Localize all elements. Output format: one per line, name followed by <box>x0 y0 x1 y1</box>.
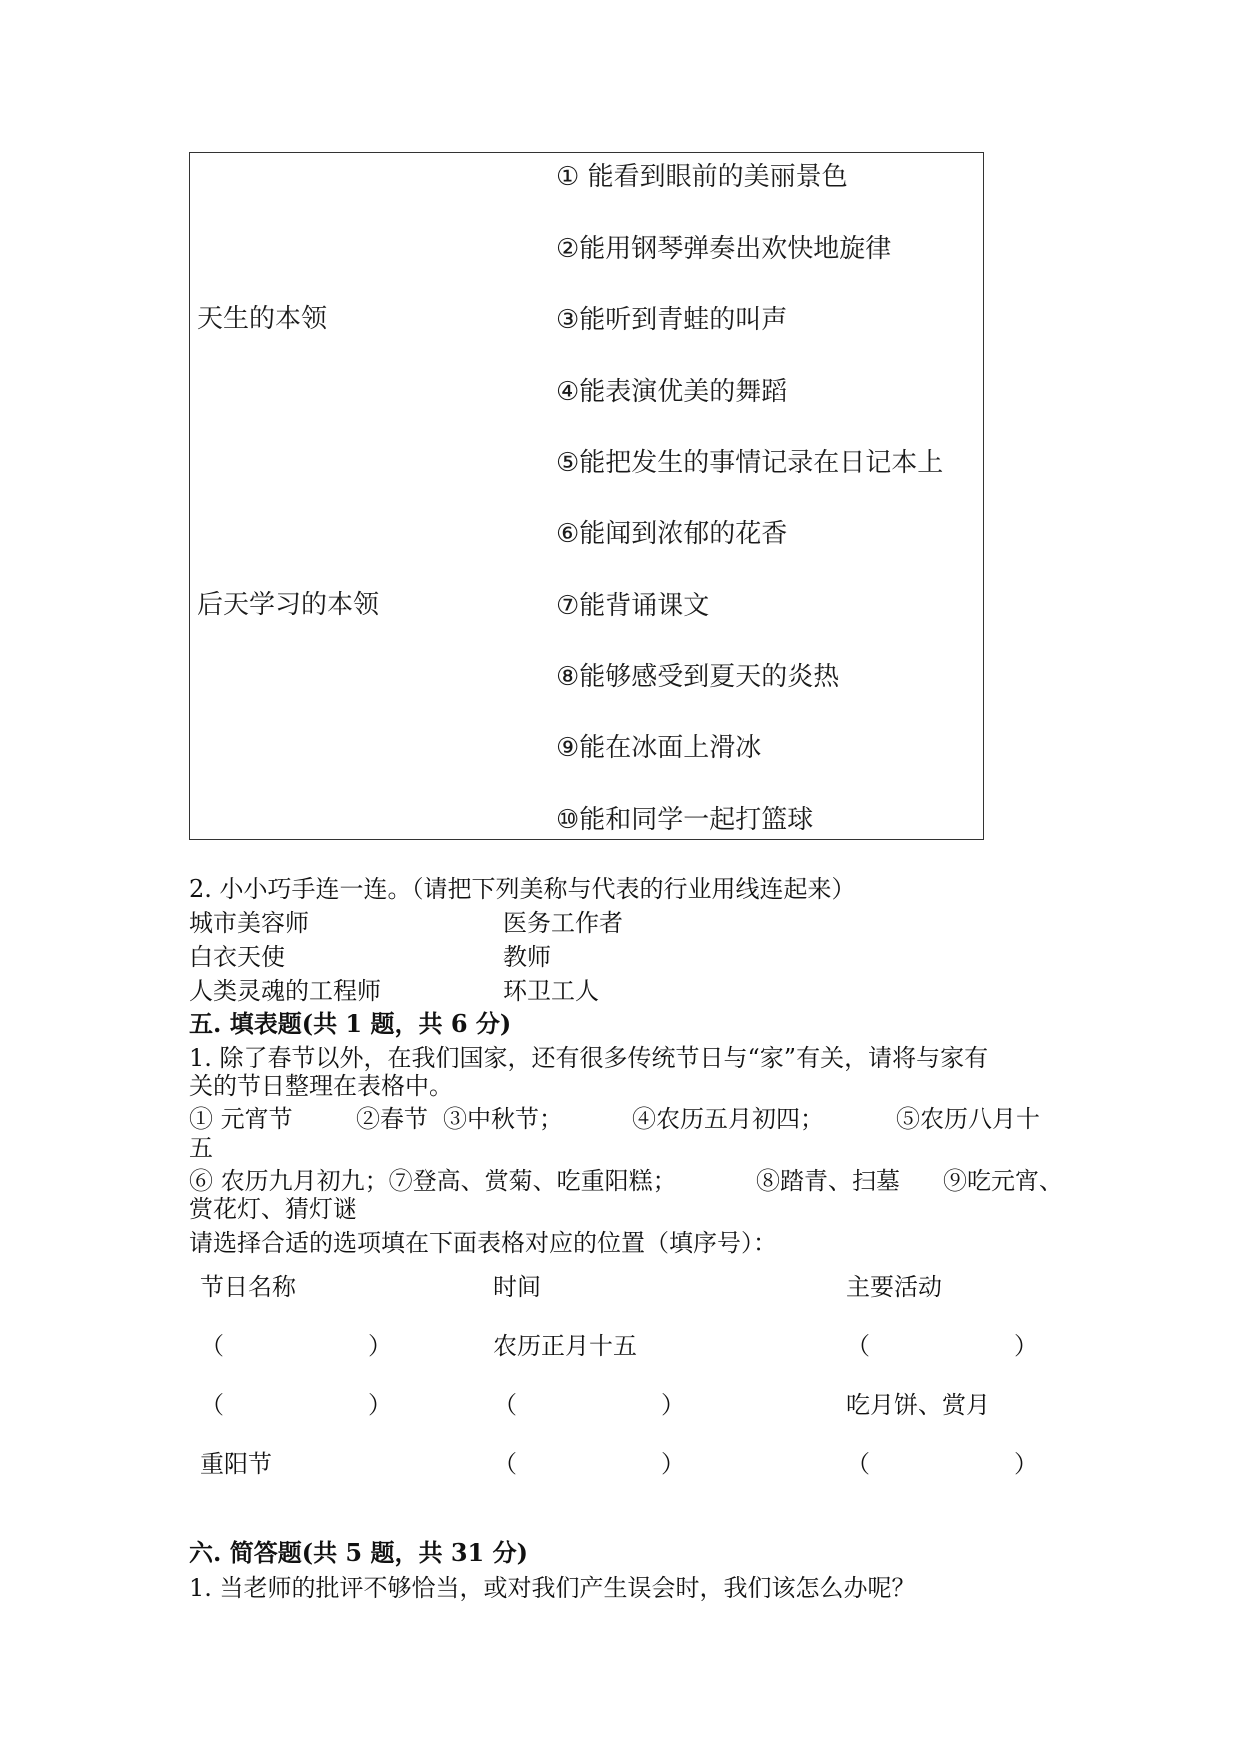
table-header-activity: 主要活动 <box>846 1273 942 1301</box>
option-5-wrap: 五 <box>189 1134 213 1162</box>
right-item-5: ⑤能把发生的事情记录在日记本上 <box>556 448 944 478</box>
left-item-learned: 后天学习的本领 <box>197 590 380 620</box>
q2-left-1: 城市美容师 <box>189 909 309 937</box>
table-cell-r1c2: 农历正月十五 <box>493 1332 637 1360</box>
table-cell-r1c1[interactable]: （ ） <box>200 1332 392 1360</box>
right-item-4: ④能表演优美的舞蹈 <box>556 377 788 407</box>
table-header-time: 时间 <box>493 1273 541 1301</box>
table-cell-r2c1[interactable]: （ ） <box>200 1391 392 1419</box>
option-3: ③中秋节； <box>443 1105 563 1133</box>
table-header-name: 节日名称 <box>200 1273 296 1301</box>
right-item-6: ⑥能闻到浓郁的花香 <box>556 519 788 549</box>
q2-right-3: 环卫工人 <box>503 977 599 1005</box>
option-1: ① 元宵节 <box>189 1105 293 1133</box>
q2-title: 2. 小小巧手连一连。（请把下列美称与代表的行业用线连起来） <box>189 875 856 903</box>
table-cell-r3c3[interactable]: （ ） <box>846 1450 1038 1478</box>
right-item-2: ②能用钢琴弹奏出欢快地旋律 <box>556 234 892 264</box>
option-8: ⑧踏青、扫墓 <box>756 1167 900 1195</box>
option-2: ②春节 <box>356 1105 428 1133</box>
s6-q1: 1. 当老师的批评不够恰当，或对我们产生误会时，我们该怎么办呢？ <box>189 1574 916 1602</box>
table-cell-r1c3[interactable]: （ ） <box>846 1332 1038 1360</box>
table-cell-r2c2[interactable]: （ ） <box>493 1391 685 1419</box>
table-cell-r3c1: 重阳节 <box>200 1450 272 1478</box>
section5-heading: 五. 填表题(共 1 题，共 6 分) <box>189 1009 512 1038</box>
right-item-3: ③能听到青蛙的叫声 <box>556 305 788 335</box>
s5-instruction: 请选择合适的选项填在下面表格对应的位置（填序号）： <box>189 1229 777 1257</box>
table-cell-r2c3: 吃月饼、赏月 <box>846 1391 990 1419</box>
option-9-wrap: 赏花灯、猜灯谜 <box>189 1195 357 1223</box>
right-item-7: ⑦能背诵课文 <box>556 591 710 621</box>
s5-q1-line1: 1. 除了春节以外，在我们国家，还有很多传统节日与“家”有关，请将与家有 <box>189 1044 989 1072</box>
left-item-innate: 天生的本领 <box>197 304 328 334</box>
q2-right-2: 教师 <box>503 943 551 971</box>
option-4: ④农历五月初四； <box>632 1105 824 1133</box>
right-item-1: ① 能看到眼前的美丽景色 <box>556 162 848 192</box>
option-5: ⑤农历八月十 <box>896 1105 1040 1133</box>
right-item-10: ⑩能和同学一起打篮球 <box>556 805 814 835</box>
right-item-9: ⑨能在冰面上滑冰 <box>556 733 762 763</box>
right-item-8: ⑧能够感受到夏天的炎热 <box>556 662 840 692</box>
table-cell-r3c2[interactable]: （ ） <box>493 1450 685 1478</box>
option-6-7: ⑥ 农历九月初九；⑦登高、赏菊、吃重阳糕； <box>189 1167 677 1195</box>
q2-left-2: 白衣天使 <box>189 943 285 971</box>
s5-q1-line2: 关的节日整理在表格中。 <box>189 1072 453 1100</box>
q2-right-1: 医务工作者 <box>503 909 623 937</box>
section6-heading: 六. 简答题(共 5 题，共 31 分) <box>189 1538 528 1567</box>
option-9: ⑨吃元宵、 <box>943 1167 1063 1195</box>
q2-left-3: 人类灵魂的工程师 <box>189 977 381 1005</box>
